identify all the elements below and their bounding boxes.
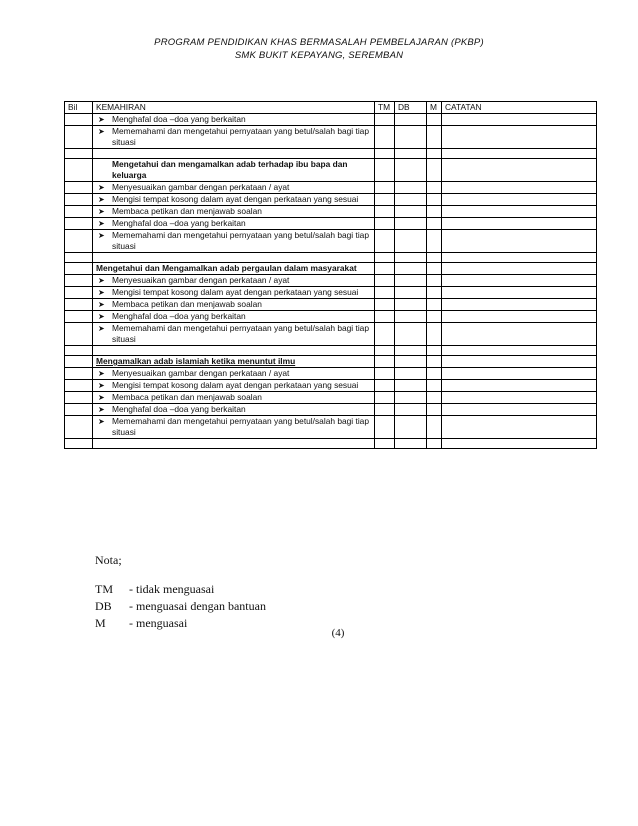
page-number: (4)	[331, 627, 345, 639]
table-row	[65, 275, 597, 287]
table-row	[65, 126, 597, 149]
arrowhead-bullet-icon: ➤	[98, 207, 105, 216]
table-row	[65, 346, 597, 356]
legend-abbr: TM	[95, 582, 113, 596]
arrowhead-bullet-icon: ➤	[98, 195, 105, 204]
table-row	[65, 380, 597, 392]
skill-item: Mengisi tempat kosong dalam ayat dengan perkataan yang sesuai	[112, 287, 359, 297]
skill-item: Menghafal doa –doa yang berkaitan	[112, 404, 246, 414]
arrowhead-bullet-icon: ➤	[98, 381, 105, 390]
arrowhead-bullet-icon: ➤	[98, 324, 105, 333]
legend-notes	[95, 552, 266, 632]
arrowhead-bullet-icon: ➤	[98, 288, 105, 297]
skill-item: Membaca petikan dan menjawab soalan	[112, 392, 262, 402]
table-row	[65, 194, 597, 206]
column-header-m: M	[427, 102, 442, 114]
section-heading: Mengetahui dan mengamalkan adab terhadap ibu bapa dan keluarga	[112, 159, 348, 180]
skills-checklist-table	[64, 101, 597, 449]
column-header-catatan: CATATAN	[442, 102, 597, 114]
table-row	[65, 182, 597, 194]
skill-item: Menghafal doa –doa yang berkaitan	[112, 218, 246, 228]
legend-desc: - tidak menguasai	[129, 582, 215, 596]
column-header-tm: TM	[375, 102, 395, 114]
column-header-db: DB	[395, 102, 427, 114]
arrowhead-bullet-icon: ➤	[98, 393, 105, 402]
skill-item: Mengisi tempat kosong dalam ayat dengan perkataan yang sesuai	[112, 380, 359, 390]
column-header-bil: Bil	[65, 102, 93, 114]
legend-desc: - menguasai dengan bantuan	[129, 599, 266, 613]
table-row	[65, 323, 597, 346]
table-row	[65, 114, 597, 126]
arrowhead-bullet-icon: ➤	[98, 369, 105, 378]
skill-item: Menghafal doa –doa yang berkaitan	[112, 311, 246, 321]
skill-item: Menyesuaikan gambar dengan perkataan / ayat	[112, 182, 290, 192]
section-heading: Mengetahui dan Mengamalkan adab pergaulan dalam masyarakat	[96, 263, 357, 273]
table-row	[65, 149, 597, 159]
arrowhead-bullet-icon: ➤	[98, 115, 105, 124]
legend-desc: - menguasai	[129, 616, 188, 630]
skill-item: Menyesuaikan gambar dengan perkataan / ayat	[112, 368, 290, 378]
arrowhead-bullet-icon: ➤	[98, 219, 105, 228]
table-row	[65, 368, 597, 380]
skill-item: Membaca petikan dan menjawab soalan	[112, 299, 262, 309]
table-row	[65, 416, 597, 439]
skill-item: Mememahami dan mengetahui pernyataan yang betul/salah bagi tiap situasi	[112, 416, 369, 437]
header-school-name: SMK BUKIT KEPAYANG, SEREMBAN	[234, 50, 404, 61]
column-header-kemahiran: KEMAHIRAN	[93, 102, 375, 114]
table-row	[65, 356, 597, 368]
table-header-row	[65, 102, 597, 114]
notes-title: Nota;	[95, 553, 122, 567]
header-program-title: PROGRAM PENDIDIKAN KHAS BERMASALAH PEMBELAJARAN (PKBP)	[154, 37, 484, 48]
skill-item: Mememahami dan mengetahui pernyataan yang betul/salah bagi tiap situasi	[112, 126, 369, 147]
table-row	[65, 299, 597, 311]
skill-item: Membaca petikan dan menjawab soalan	[112, 206, 262, 216]
arrowhead-bullet-icon: ➤	[98, 300, 105, 309]
arrowhead-bullet-icon: ➤	[98, 417, 105, 426]
skill-item: Mengisi tempat kosong dalam ayat dengan perkataan yang sesuai	[112, 194, 359, 204]
table-row	[65, 439, 597, 449]
table-row	[65, 287, 597, 299]
document-header	[0, 36, 638, 62]
legend-abbr: M	[95, 616, 106, 630]
legend-entry	[95, 598, 266, 615]
legend-entry	[95, 581, 266, 598]
arrowhead-bullet-icon: ➤	[98, 312, 105, 321]
table-row	[65, 230, 597, 253]
table-row	[65, 392, 597, 404]
arrowhead-bullet-icon: ➤	[98, 183, 105, 192]
section-heading: Mengamalkan adab islamiah ketika menuntut ilmu	[96, 356, 296, 366]
legend-abbr: DB	[95, 599, 112, 613]
table-row	[65, 159, 597, 182]
table-row	[65, 253, 597, 263]
arrowhead-bullet-icon: ➤	[98, 276, 105, 285]
table-row	[65, 404, 597, 416]
arrowhead-bullet-icon: ➤	[98, 405, 105, 414]
skill-item: Mememahami dan mengetahui pernyataan yang betul/salah bagi tiap situasi	[112, 230, 369, 251]
skill-item: Mememahami dan mengetahui pernyataan yang betul/salah bagi tiap situasi	[112, 323, 369, 344]
skill-item: Menyesuaikan gambar dengan perkataan / ayat	[112, 275, 290, 285]
arrowhead-bullet-icon: ➤	[98, 231, 105, 240]
skill-item: Menghafal doa –doa yang berkaitan	[112, 114, 246, 124]
table-row	[65, 218, 597, 230]
table-row	[65, 206, 597, 218]
arrowhead-bullet-icon: ➤	[98, 127, 105, 136]
table-row	[65, 263, 597, 275]
table-row	[65, 311, 597, 323]
